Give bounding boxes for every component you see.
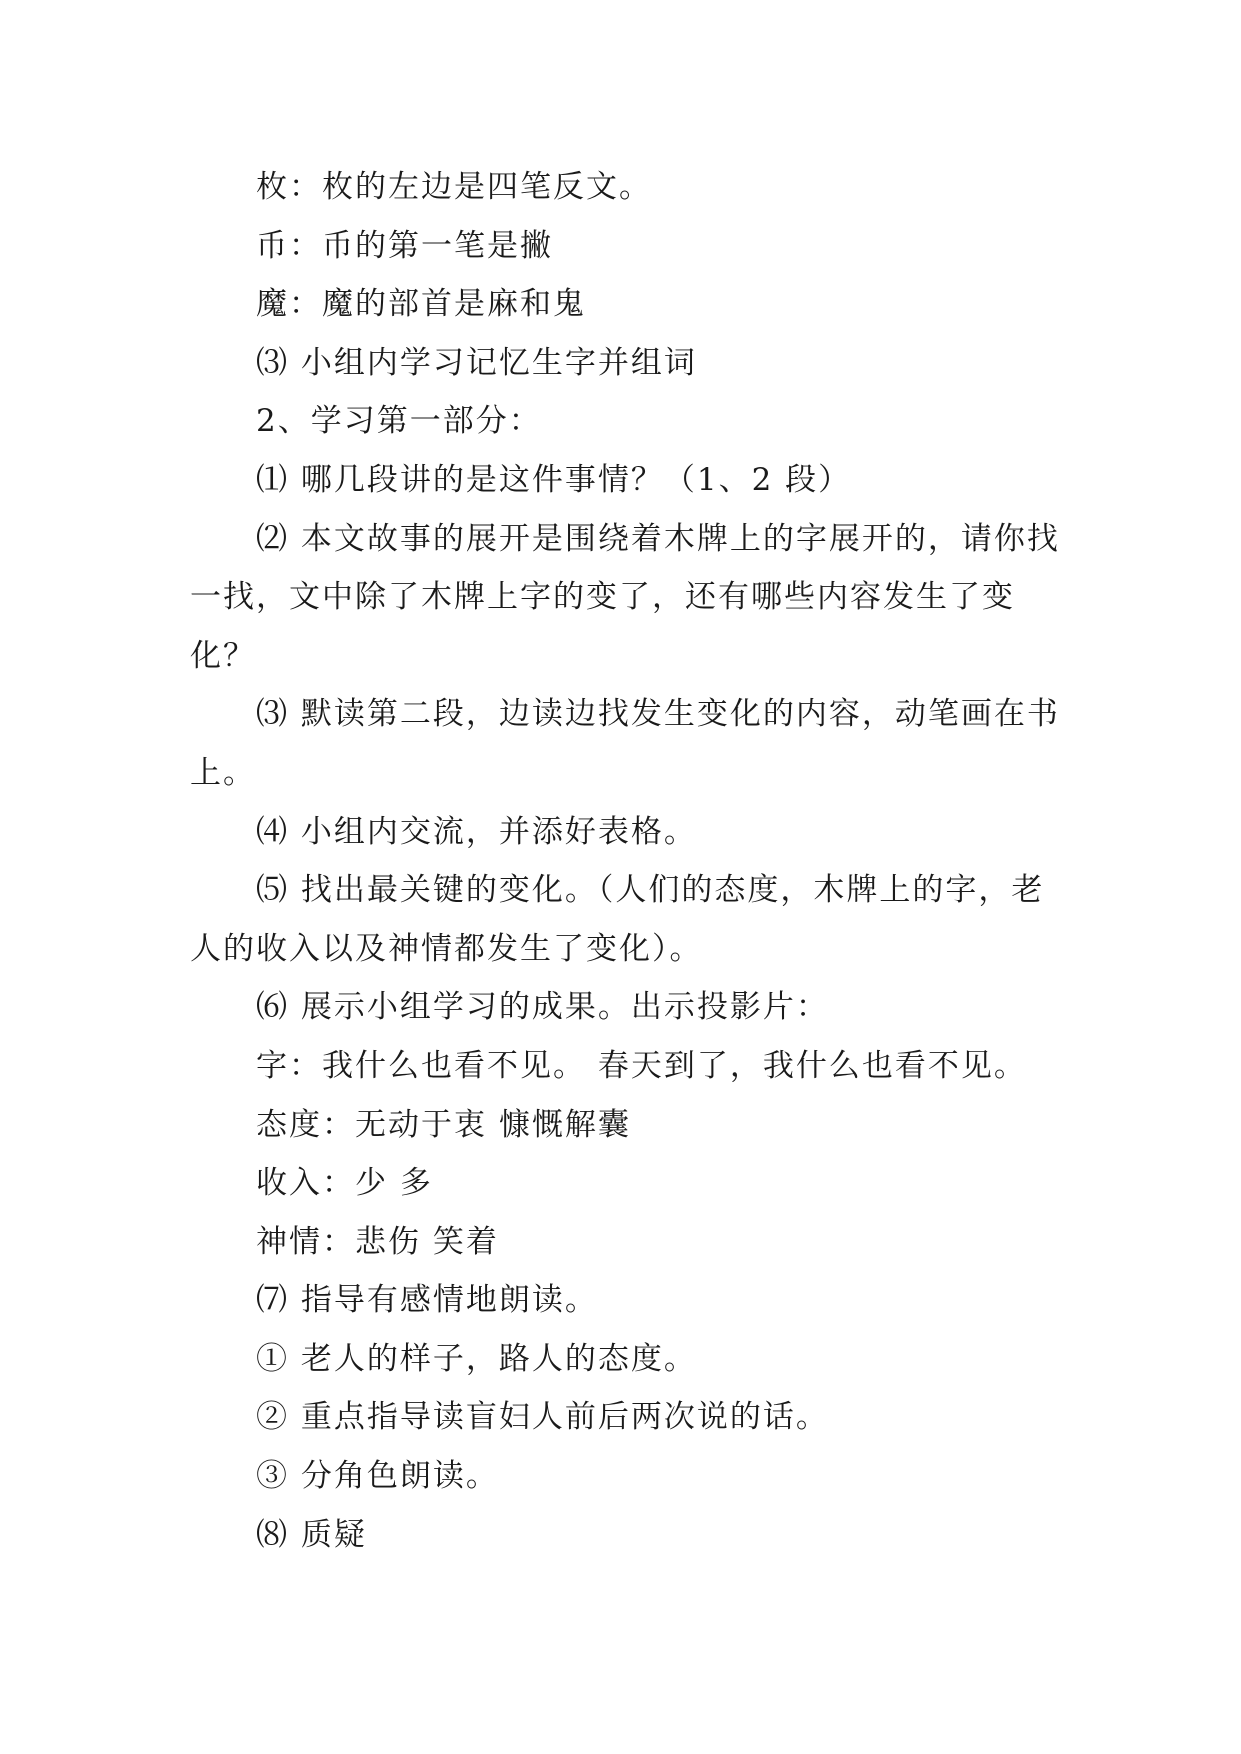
- paragraph-15: 神情：悲伤 笑着: [256, 1223, 499, 1260]
- paragraph-5: 2、学习第一部分：: [256, 403, 542, 440]
- document-body: [190, 158, 1060, 1564]
- paragraph-11: ⑹ 展示小组学习的成果。出示投影片：: [256, 989, 829, 1026]
- paragraph-18: ② 重点指导读盲妇人前后两次说的话。: [256, 1399, 829, 1436]
- paragraph-6: ⑴ 哪几段讲的是这件事情？（1、2 段）: [256, 461, 852, 498]
- paragraph-20: ⑻ 质疑: [256, 1516, 367, 1553]
- paragraph-13: 态度：无动于衷 慷慨解囊: [256, 1106, 631, 1143]
- paragraph-1: 枚：枚的左边是四笔反文。: [256, 169, 652, 205]
- paragraph-3: 魔：魔的部首是麻和鬼: [256, 286, 586, 323]
- paragraph-2: 币：币的第一笔是撇: [256, 227, 553, 264]
- paragraph-7: ⑵ 本文故事的展开是围绕着木牌上的字展开的，请你找一找，文中除了木牌上字的变了，还有哪些内容发生了变化？: [190, 520, 1060, 674]
- paragraph-19: ③ 分角色朗读。: [256, 1458, 499, 1495]
- paragraph-9: ⑷ 小组内交流，并添好表格。: [256, 813, 697, 850]
- paragraph-12: 字：我什么也看不见。 春天到了，我什么也看不见。: [256, 1047, 1027, 1084]
- paragraph-17: ① 老人的样子，路人的态度。: [256, 1340, 697, 1377]
- paragraph-8: ⑶ 默读第二段，边读边找发生变化的内容，动笔画在书上。: [190, 696, 1060, 791]
- paragraph-10: ⑸ 找出最关键的变化。（人们的态度，木牌上的字，老人的收入以及神情都发生了变化）。: [190, 872, 1045, 967]
- paragraph-14: 收入：少 多: [256, 1165, 433, 1202]
- paragraph-16: ⑺ 指导有感情地朗读。: [256, 1282, 598, 1319]
- paragraph-4: ⑶ 小组内学习记忆生字并组词: [256, 344, 697, 381]
